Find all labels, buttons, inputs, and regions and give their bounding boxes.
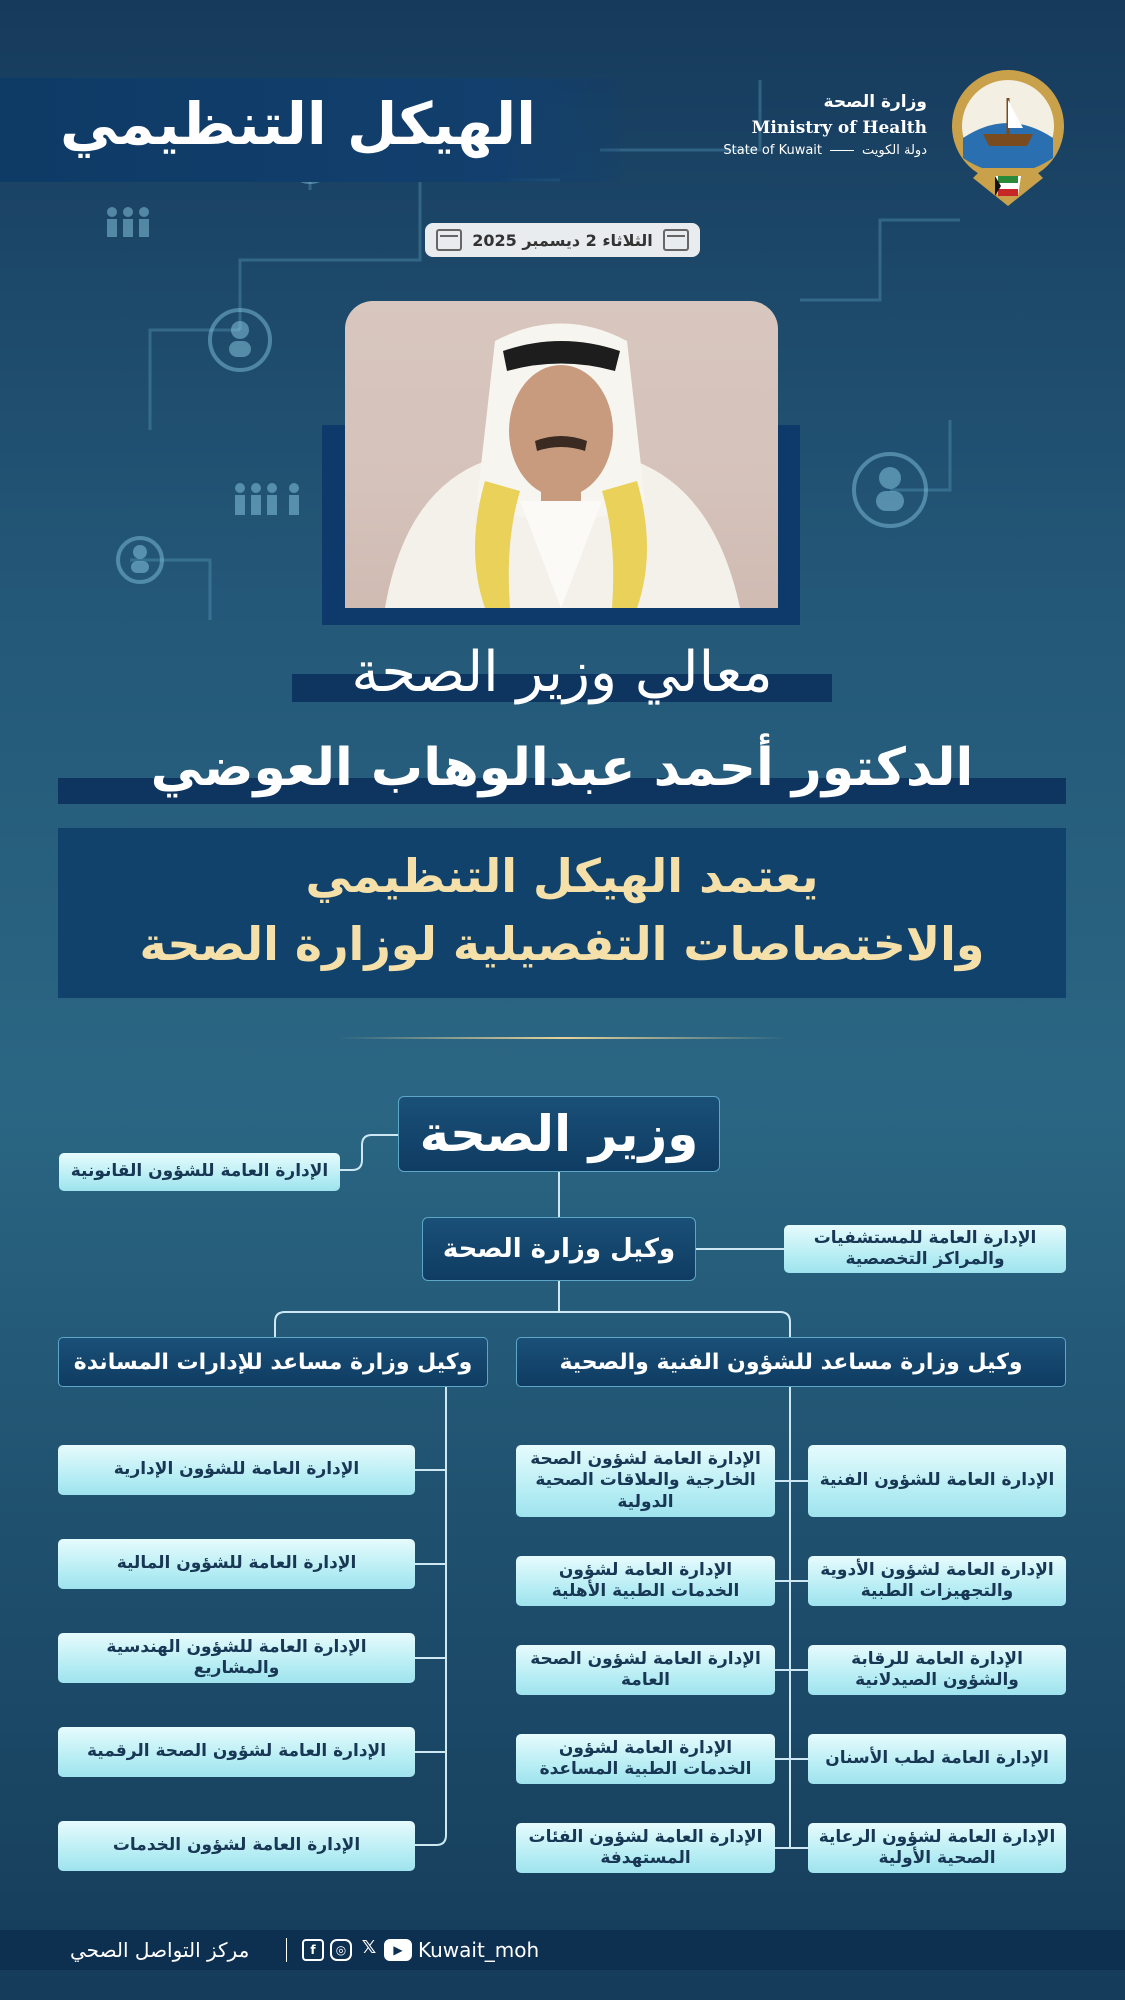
org-box: الإدارة العامة للشؤون المالية: [58, 1539, 415, 1589]
footer-center-name: مركز التواصل الصحي: [70, 1938, 250, 1962]
org-box: الإدارة العامة للرقابة والشؤون الصيدلانية: [808, 1645, 1066, 1695]
org-support-title: وكيل وزارة مساعد للإدارات المساندة: [58, 1337, 488, 1387]
footer-bar: [0, 1930, 1125, 1970]
state-ar: دولة الكويت: [862, 143, 927, 158]
org-box: الإدارة العامة لشؤون الصحة العامة: [516, 1645, 775, 1695]
org-box: الإدارة العامة لشؤون الصحة الرقمية: [58, 1727, 415, 1777]
org-box: الإدارة العامة للشؤون الهندسية والمشاريع: [58, 1633, 415, 1683]
org-box: الإدارة العامة لشؤون الأدوية والتجهيزات الطبية: [808, 1556, 1066, 1606]
org-box: الإدارة العامة لشؤون الفئات المستهدفة: [516, 1823, 775, 1873]
x-icon[interactable]: 𝕏: [361, 1937, 377, 1958]
state-en: State of Kuwait: [723, 143, 823, 158]
org-box: الإدارة العامة لشؤون الصحة الخارجية والعلاقات الصحية الدولية: [516, 1445, 775, 1517]
org-hospitals: الإدارة العامة للمستشفيات والمراكز التخصصية: [784, 1225, 1066, 1273]
org-box: الإدارة العامة لطب الأسنان: [808, 1734, 1066, 1784]
date-text: الثلاثاء 2 ديسمبر 2025: [472, 230, 653, 250]
headline-line1: معالي وزير الصحة: [351, 640, 773, 705]
youtube-icon[interactable]: ▶: [384, 1939, 412, 1961]
org-box: الإدارة العامة لشؤون الخدمات الطبية الأهلية: [516, 1556, 775, 1606]
org-undersecretary: وكيل وزارة الصحة: [422, 1217, 696, 1281]
social-handle[interactable]: Kuwait_moh: [418, 1938, 540, 1962]
org-technical-title: وكيل وزارة مساعد للشؤون الفنية والصحية: [516, 1337, 1066, 1387]
subtitle-line2: والاختصاصات التفصيلية لوزارة الصحة: [139, 917, 985, 971]
headline-line2: الدكتور أحمد عبدالوهاب العوضي: [150, 738, 974, 798]
footer-separator: [286, 1938, 287, 1962]
org-box: الإدارة العامة للشؤون الإدارية: [58, 1445, 415, 1495]
org-minister: وزير الصحة: [398, 1096, 720, 1172]
org-box: الإدارة العامة لشؤون الرعاية الصحية الأولية: [808, 1823, 1066, 1873]
instagram-icon[interactable]: ◎: [330, 1939, 352, 1961]
org-box: الإدارة العامة للشؤون الفنية: [808, 1445, 1066, 1517]
org-legal-affairs: الإدارة العامة للشؤون القانونية: [59, 1153, 340, 1191]
org-box: الإدارة العامة لشؤون الخدمات الطبية المساعدة: [516, 1734, 775, 1784]
ministry-name-ar: وزارة الصحة: [823, 92, 927, 112]
page-title: الهيكل التنظيمي: [60, 90, 537, 158]
subtitle-line1: يعتمد الهيكل التنظيمي: [305, 849, 819, 903]
org-box: الإدارة العامة لشؤون الخدمات: [58, 1821, 415, 1871]
ministry-name-en: Ministry of Health: [751, 118, 927, 138]
facebook-icon[interactable]: f: [302, 1939, 324, 1961]
